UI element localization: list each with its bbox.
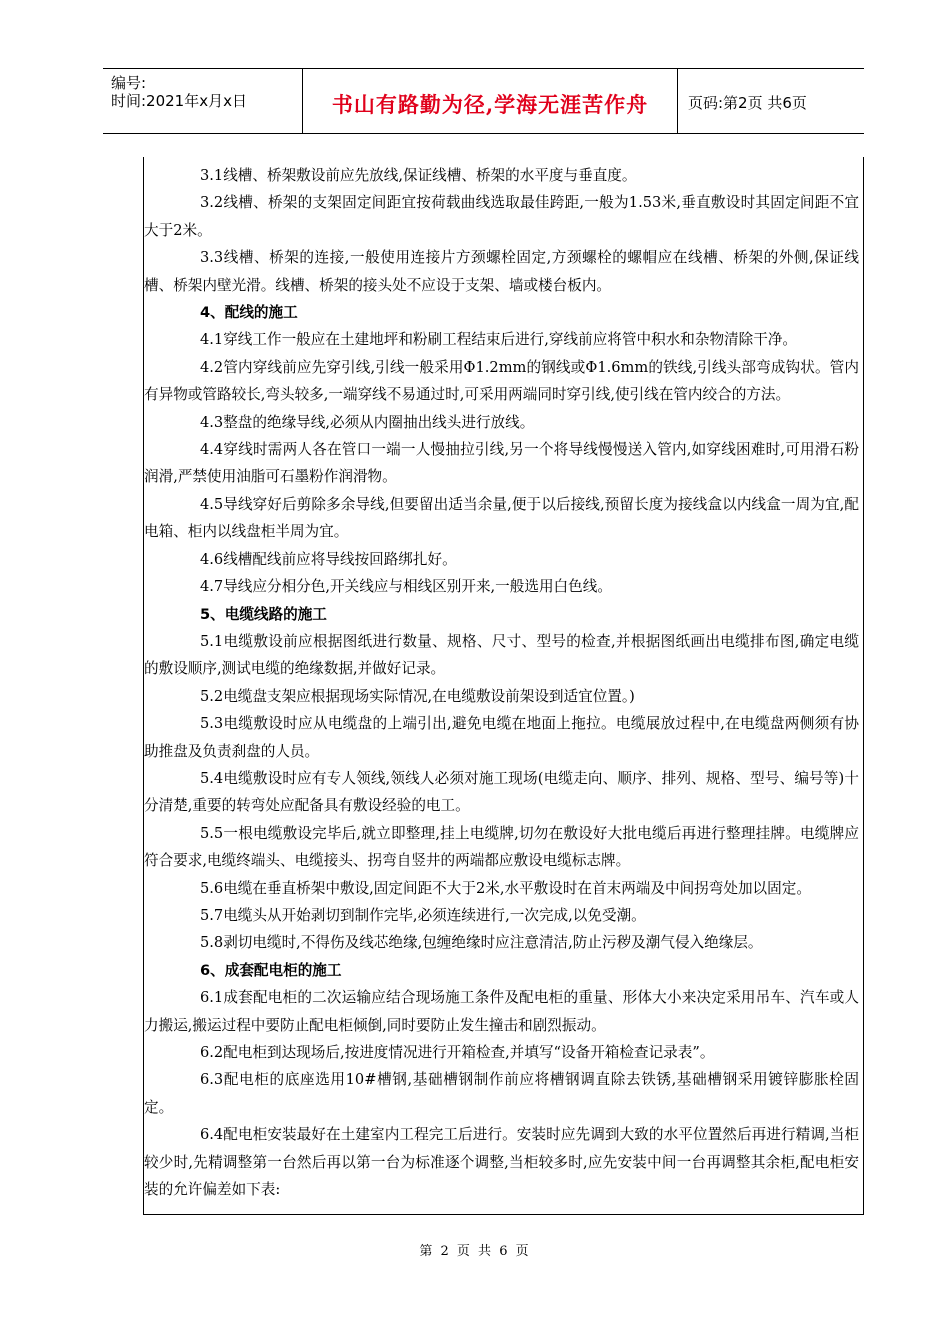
paragraph: 5.7电缆头从开始剥切到制作完毕,必须连续进行,一次完成,以免受潮。: [200, 906, 646, 924]
paragraph: 6.4配电柜安装最好在土建室内工程完工后进行。安装时应先调到大致的水平位置然后再进行精调,当柜较少时,先精调整第一台然后再以第一台为标准逐个调整,当柜较多时,应先安装中间一台再调整其余柜,配电柜安装的允许偏差如下表:: [144, 1126, 859, 1199]
section-heading: 6、成套配电柜的施工: [200, 961, 342, 979]
paragraph: 4.3整盘的绝缘导线,必须从内圈抽出线头进行放线。: [200, 413, 535, 431]
header-info-cell: [103, 69, 303, 133]
page-code: 页码:第2页 共6页: [688, 94, 807, 112]
paragraph: 4.1穿线工作一般应在土建地坪和粉刷工程结束后进行,穿线前应将管中积水和杂物清除干净。: [200, 331, 798, 349]
paragraph: 4.5导线穿好后剪除多余导线,但要留出适当余量,便于以后接线,预留长度为接线盒以内线盒一周为宜,配电箱、柜内以线盘柜半周为宜。: [144, 495, 859, 541]
paragraph: 5.1电缆敷设前应根据图纸进行数量、规格、尺寸、型号的检查,并根据图纸画出电缆排布图,确定电缆的敷设顺序,测试电缆的绝缘数据,并做好记录。: [144, 632, 859, 678]
paragraph: 3.2线槽、桥架的支架固定间距宜按荷载曲线选取最佳跨距,一般为1.53米,垂直敷设时其固定间距不宜大于2米。: [144, 194, 859, 239]
paragraph: 6.2配电柜到达现场后,按进度情况进行开箱检查,并填写“设备开箱检查记录表”。: [200, 1044, 715, 1061]
paragraph: 5.8剥切电缆时,不得伤及线芯绝缘,包缠绝缘时应注意清洁,防止污秽及潮气侵入绝缘层。: [200, 934, 763, 952]
paragraph: 5.3电缆敷设时应从电缆盘的上端引出,避免电缆在地面上拖拉。电缆展放过程中,在电缆盘两侧须有协助推盘及负责刹盘的人员。: [144, 715, 859, 760]
paragraph: 5.5一根电缆敷设完毕后,就立即整理,挂上电缆牌,切勿在敷设好大批电缆后再进行整理挂牌。电缆牌应符合要求,电缆终端头、电缆接头、拐弯自竖井的两端都应敷设电缆标志牌。: [144, 824, 859, 870]
header-page-cell: [678, 69, 864, 133]
paragraph: 5.6电缆在垂直桥架中敷设,固定间距不大于2米,水平敷设时在首末两端及中间拐弯处加以固定。: [200, 879, 811, 897]
paragraph: 4.4穿线时需两人各在管口一端一人慢抽拉引线,另一个将导线慢慢送入管内,如穿线困难时,可用滑石粉润滑,严禁使用油脂可石墨粉作润滑物。: [144, 441, 859, 486]
paragraph: 3.3线槽、桥架的连接,一般使用连接片方颈螺栓固定,方颈螺栓的螺帽应在线槽、桥架的外侧,保证线槽、桥架内壁光滑。线槽、桥架的接头处不应设于支架、墙或楼台板内。: [144, 249, 859, 294]
number-label: 编号:: [111, 74, 147, 92]
paragraph: 4.7导线应分相分色,开关线应与相线区别开来,一般选用白色线。: [200, 578, 612, 596]
page-header: [103, 68, 864, 134]
header-motto-cell: [303, 69, 678, 133]
section-heading: 5、电缆线路的施工: [200, 605, 327, 623]
paragraph: 5.4电缆敷设时应有专人领线,领线人必须对施工现场(电缆走向、顺序、排列、规格、型号、编号等)十分清楚,重要的转弯处应配备具有敷设经验的电工。: [144, 769, 859, 815]
paragraph: 6.1成套配电柜的二次运输应结合现场施工条件及配电柜的重量、形体大小来决定采用吊车、汽车或人力搬运,搬运过程中要防止配电柜倾倒,同时要防止发生撞击和剧烈振动。: [144, 989, 859, 1034]
paragraph: 3.1线槽、桥架敷设前应先放线,保证线槽、桥架的水平度与垂直度。: [200, 167, 637, 184]
page-footer: 第 2 页 共 6 页: [419, 1244, 531, 1259]
paragraph: 4.2管内穿线前应先穿引线,引线一般采用Φ1.2mm的钢线或Φ1.6mm的铁线,引线头部弯成钩状。管内有异物或管路较长,弯头较多,一端穿线不易通过时,可采用两端同时穿引线,使引线在管内绞合的方法。: [144, 358, 859, 404]
paragraph: 5.2电缆盘支架应根据现场实际情况,在电缆敷设前架设到适宜位置。): [200, 687, 635, 705]
content-box: [143, 157, 864, 1215]
section-heading: 4、配线的施工: [200, 304, 298, 322]
paragraph: 6.3配电柜的底座选用10#槽钢,基础槽钢制作前应将槽钢调直除去铁锈,基础槽钢采用镀锌膨胀栓固定。: [144, 1071, 859, 1116]
motto-text: 书山有路勤为径,学海无涯苦作舟: [331, 92, 649, 117]
paragraph: 4.6线槽配线前应将导线按回路绑扎好。: [200, 550, 457, 568]
time-label: 时间:2021年x月x日: [111, 92, 247, 110]
document-body: [144, 162, 859, 1203]
